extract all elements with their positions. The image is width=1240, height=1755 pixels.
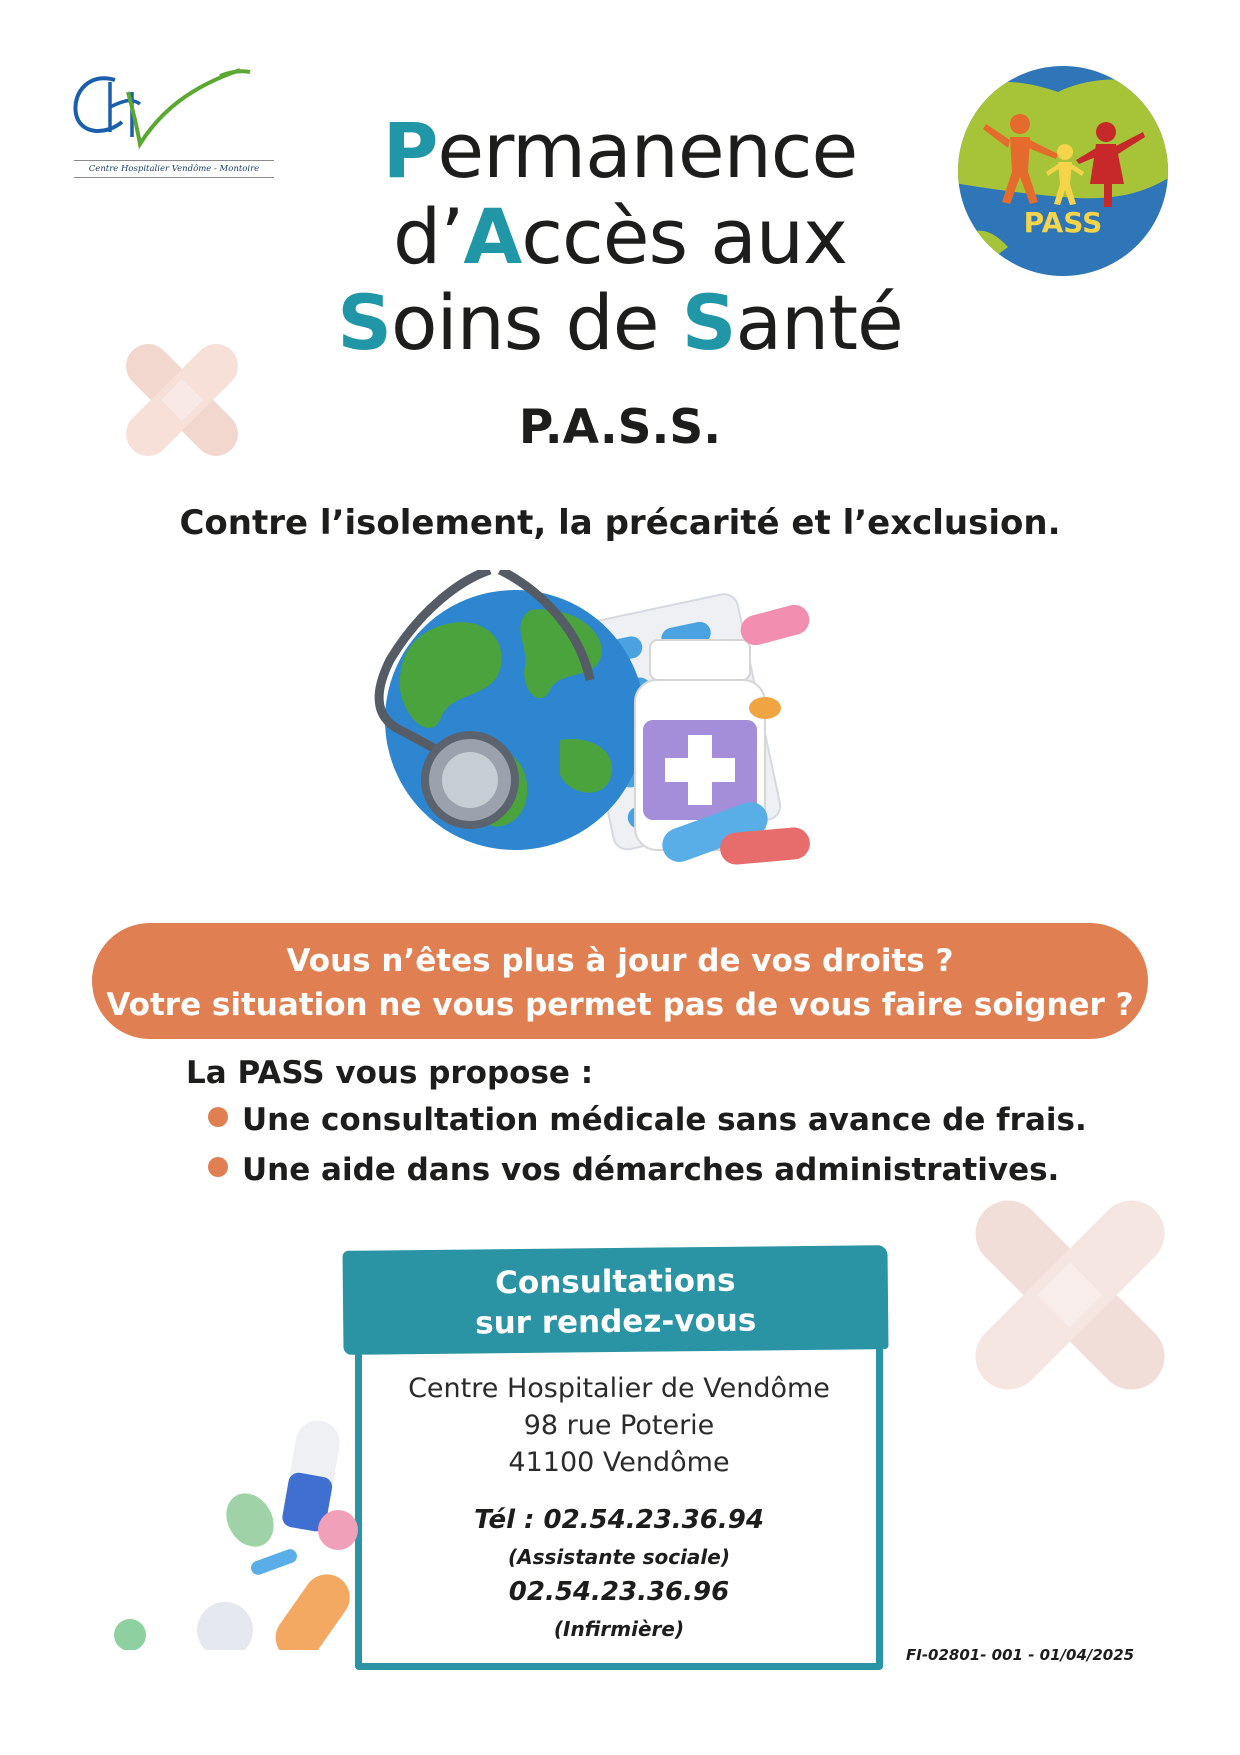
question-banner — [92, 923, 1148, 1039]
banner-line-1: Vous n’êtes plus à jour de vos droits ? — [286, 943, 954, 979]
title-text: oins de — [391, 278, 682, 367]
list-item — [208, 1152, 1059, 1188]
document-reference: FI-02801- 001 - 01/04/2025 — [906, 1646, 1135, 1664]
ch-logo-icon — [70, 62, 275, 162]
offer-intro: La PASS vous propose : — [186, 1055, 594, 1091]
pass-logo — [948, 62, 1178, 280]
bandage-icon — [112, 330, 252, 470]
globe-stethoscope-illustration — [360, 570, 880, 900]
title-line-1 — [270, 108, 970, 194]
bandage-icon — [955, 1185, 1185, 1405]
title-line-2 — [270, 194, 970, 280]
hospital-logo — [70, 62, 275, 192]
title-text: d’ — [392, 192, 464, 281]
address-line: Centre Hospitalier de Vendôme — [408, 1373, 830, 1404]
title-initial-s: S — [681, 278, 736, 367]
hospital-logo-tagline: Centre Hospitalier Vendôme - Montoire — [74, 160, 274, 178]
pass-acronym: P.A.S.S. — [518, 400, 722, 455]
title-initial-a: A — [463, 192, 522, 281]
title-initial-p: P — [382, 106, 438, 195]
phone-social-worker-note: (Assistante sociale) — [508, 1545, 730, 1569]
phone-nurse: 02.54.23.36.96 — [508, 1577, 730, 1607]
banner-line-2: Votre situation ne vous permet pas de vous faire soigner ? — [106, 987, 1134, 1023]
list-item-text: Une aide dans vos démarches administratives. — [242, 1152, 1060, 1188]
subtitle: Contre l’isolement, la précarité et l’exclusion. — [179, 503, 1061, 543]
pass-logo-label: PASS — [1023, 206, 1103, 239]
page-title — [270, 108, 970, 366]
title-line-3 — [270, 280, 970, 366]
pills-illustration — [110, 1420, 380, 1650]
address-line: 98 rue Poterie — [523, 1410, 715, 1441]
address-line: 41100 Vendôme — [508, 1447, 730, 1478]
consultation-header — [342, 1245, 888, 1355]
consultation-header-line-1: Consultations — [494, 1262, 736, 1302]
title-text: ermanence — [437, 106, 858, 195]
consultation-header-line-2: sur rendez-vous — [474, 1302, 757, 1342]
title-initial-s: S — [337, 278, 391, 367]
title-text: ccès aux — [521, 192, 848, 281]
list-item-text: Une consultation médicale sans avance de frais. — [242, 1102, 1087, 1138]
pass-family-icon — [948, 62, 1178, 280]
list-item — [208, 1102, 1087, 1138]
title-text: anté — [735, 278, 903, 367]
phone-nurse-note: (Infirmière) — [553, 1617, 685, 1641]
bullet-icon — [208, 1157, 228, 1177]
bullet-icon — [208, 1107, 228, 1127]
phone-social-worker: Tél : 02.54.23.36.94 — [474, 1505, 764, 1535]
